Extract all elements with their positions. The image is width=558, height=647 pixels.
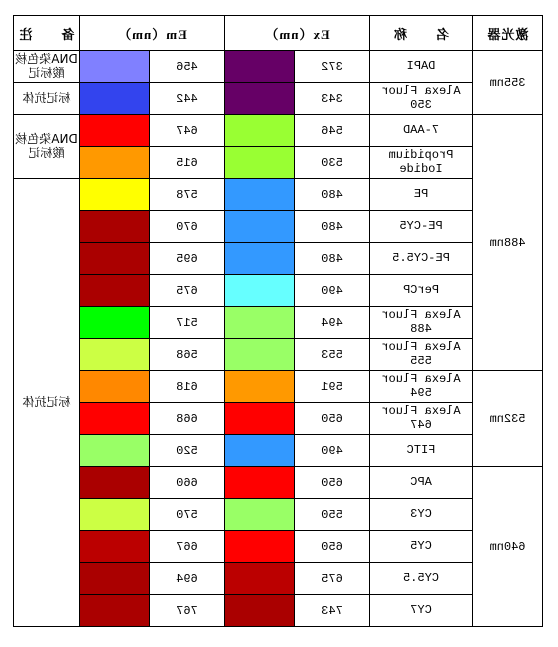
dye-name-cell: PE — [370, 179, 473, 211]
ex-value-cell: 480 — [295, 243, 370, 275]
ex-color-swatch — [224, 595, 294, 627]
dye-name-cell: Alexa Fluor 350 — [370, 83, 473, 115]
em-value-cell: 660 — [149, 467, 224, 499]
note-cell: DNA染色核酸标记 — [13, 51, 79, 83]
em-value-cell: 668 — [149, 403, 224, 435]
table-row — [13, 115, 542, 147]
em-color-swatch — [79, 83, 149, 115]
dye-name-cell: APC — [370, 467, 473, 499]
ex-color-swatch — [224, 243, 294, 275]
em-value-cell: 520 — [149, 435, 224, 467]
ex-value-cell: 494 — [295, 307, 370, 339]
header-note: 备 注 — [13, 16, 79, 51]
ex-color-swatch — [224, 179, 294, 211]
ex-value-cell: 675 — [295, 563, 370, 595]
ex-value-cell: 490 — [295, 435, 370, 467]
em-color-swatch — [79, 275, 149, 307]
table-row — [13, 243, 542, 275]
em-color-swatch — [79, 403, 149, 435]
ex-value-cell: 743 — [295, 595, 370, 627]
table-row — [13, 179, 542, 211]
ex-color-swatch — [224, 563, 294, 595]
ex-color-swatch — [224, 467, 294, 499]
header-name: 名 称 — [370, 16, 473, 51]
em-color-swatch — [79, 499, 149, 531]
table-row — [13, 147, 542, 179]
ex-color-swatch — [224, 307, 294, 339]
dye-name-cell: Alexa Fluor 555 — [370, 339, 473, 371]
dye-name-cell: PerCP — [370, 275, 473, 307]
ex-color-swatch — [224, 51, 294, 83]
dye-name-cell: CY3 — [370, 499, 473, 531]
table-row — [13, 83, 542, 115]
table-row — [13, 435, 542, 467]
ex-color-swatch — [224, 403, 294, 435]
em-color-swatch — [79, 307, 149, 339]
ex-value-cell: 650 — [295, 403, 370, 435]
fluorochrome-table — [13, 15, 543, 627]
ex-value-cell: 550 — [295, 499, 370, 531]
em-value-cell: 618 — [149, 371, 224, 403]
em-value-cell: 615 — [149, 147, 224, 179]
dye-name-cell: CY7 — [370, 595, 473, 627]
em-value-cell: 667 — [149, 531, 224, 563]
note-cell: 标记抗体 — [13, 83, 79, 115]
dye-name-cell: Propidium Iodide — [370, 147, 473, 179]
em-value-cell: 695 — [149, 243, 224, 275]
ex-value-cell: 650 — [295, 467, 370, 499]
table-row — [13, 51, 542, 83]
table-body — [13, 51, 542, 627]
dye-name-cell: CY5.5 — [370, 563, 473, 595]
em-value-cell: 670 — [149, 211, 224, 243]
ex-value-cell: 372 — [295, 51, 370, 83]
em-value-cell: 647 — [149, 115, 224, 147]
ex-color-swatch — [224, 147, 294, 179]
table-row — [13, 531, 542, 563]
ex-color-swatch — [224, 115, 294, 147]
em-color-swatch — [79, 467, 149, 499]
table-row — [13, 339, 542, 371]
ex-color-swatch — [224, 499, 294, 531]
ex-value-cell: 591 — [295, 371, 370, 403]
em-color-swatch — [79, 179, 149, 211]
dye-name-cell: PE-CY5.5 — [370, 243, 473, 275]
ex-color-swatch — [224, 211, 294, 243]
header-laser: 激光器 — [473, 16, 543, 51]
dye-name-cell: Alexa Fluor 488 — [370, 307, 473, 339]
dye-name-cell: CY5 — [370, 531, 473, 563]
table-row — [13, 371, 542, 403]
ex-value-cell: 553 — [295, 339, 370, 371]
ex-color-swatch — [224, 339, 294, 371]
ex-value-cell: 480 — [295, 211, 370, 243]
laser-cell: 355nm — [473, 51, 543, 115]
dye-name-cell: DAPI — [370, 51, 473, 83]
em-color-swatch — [79, 339, 149, 371]
dye-name-cell: PE-CY5 — [370, 211, 473, 243]
laser-cell: 532nm — [473, 371, 543, 467]
em-color-swatch — [79, 147, 149, 179]
table-row — [13, 499, 542, 531]
table-row — [13, 403, 542, 435]
ex-value-cell: 490 — [295, 275, 370, 307]
table-row — [13, 467, 542, 499]
ex-value-cell: 343 — [295, 83, 370, 115]
em-color-swatch — [79, 115, 149, 147]
table-row — [13, 563, 542, 595]
laser-cell: 640nm — [473, 467, 543, 627]
em-value-cell: 767 — [149, 595, 224, 627]
em-value-cell: 568 — [149, 339, 224, 371]
em-color-swatch — [79, 531, 149, 563]
laser-cell: 488nm — [473, 115, 543, 371]
em-color-swatch — [79, 51, 149, 83]
ex-color-swatch — [224, 371, 294, 403]
em-value-cell: 570 — [149, 499, 224, 531]
table-row — [13, 211, 542, 243]
table-row — [13, 275, 542, 307]
header-row — [13, 16, 542, 51]
em-color-swatch — [79, 243, 149, 275]
em-color-swatch — [79, 563, 149, 595]
em-value-cell: 694 — [149, 563, 224, 595]
note-cell: 标记抗体 — [13, 179, 79, 627]
em-color-swatch — [79, 211, 149, 243]
dye-name-cell: Alexa Fluor 594 — [370, 371, 473, 403]
dye-name-cell: FITC — [370, 435, 473, 467]
em-color-swatch — [79, 595, 149, 627]
ex-color-swatch — [224, 435, 294, 467]
table-row — [13, 595, 542, 627]
ex-color-swatch — [224, 275, 294, 307]
em-value-cell: 517 — [149, 307, 224, 339]
ex-value-cell: 530 — [295, 147, 370, 179]
dye-name-cell: Alexa Fluor 647 — [370, 403, 473, 435]
header-em: Em（nm） — [79, 16, 224, 51]
em-value-cell: 578 — [149, 179, 224, 211]
ex-color-swatch — [224, 83, 294, 115]
dye-name-cell: 7-AAD — [370, 115, 473, 147]
ex-color-swatch — [224, 531, 294, 563]
ex-value-cell: 546 — [295, 115, 370, 147]
em-color-swatch — [79, 435, 149, 467]
em-value-cell: 456 — [149, 51, 224, 83]
ex-value-cell: 480 — [295, 179, 370, 211]
ex-value-cell: 650 — [295, 531, 370, 563]
em-value-cell: 675 — [149, 275, 224, 307]
header-ex: Ex（nm） — [224, 16, 369, 51]
note-cell: DNA染色核酸标记 — [13, 115, 79, 179]
em-color-swatch — [79, 371, 149, 403]
table-row — [13, 307, 542, 339]
em-value-cell: 442 — [149, 83, 224, 115]
